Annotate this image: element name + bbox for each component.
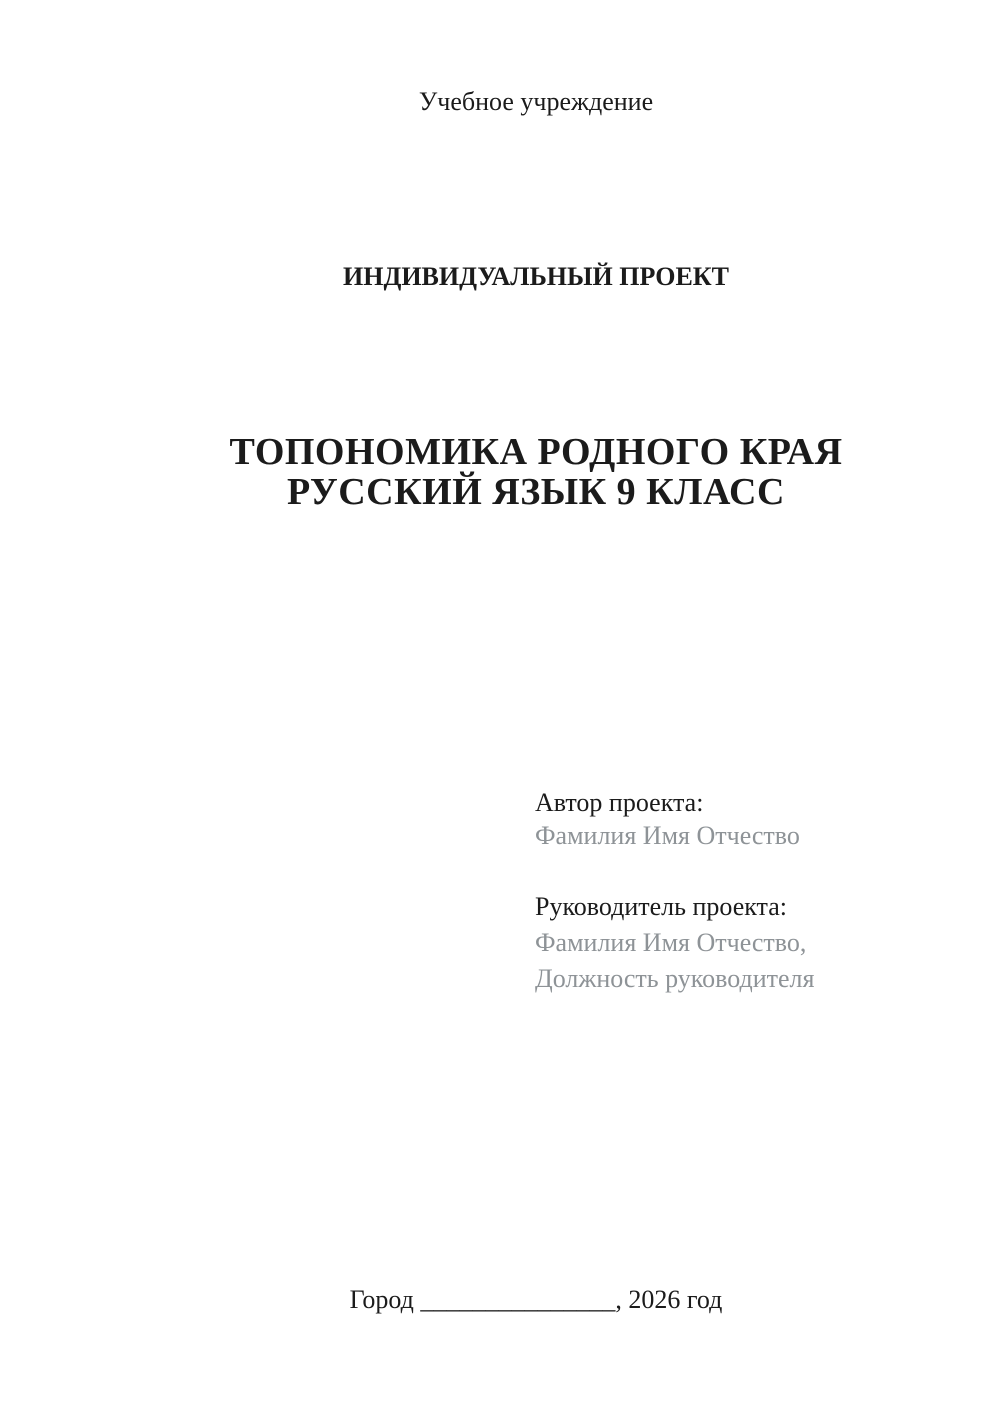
project-title-line-2: РУССКИЙ ЯЗЫК 9 КЛАСС — [287, 471, 785, 513]
supervisor-label: Руководитель проекта: — [535, 892, 788, 921]
project-title-line-1: ТОПОНОМИКА РОДНОГО КРАЯ — [229, 431, 843, 473]
project-title — [143, 432, 929, 512]
author-block — [535, 786, 814, 852]
supervisor-position-placeholder: Должность руководителя — [535, 964, 815, 993]
project-type-heading: ИНДИВИДУАЛЬНЫЙ ПРОЕКТ — [343, 262, 729, 291]
city-year-line: Город _______________, 2026 год — [349, 1285, 723, 1314]
supervisor-name-placeholder: Фамилия Имя Отчество, — [535, 928, 807, 957]
author-name-placeholder: Фамилия Имя Отчество — [535, 821, 800, 850]
credits-section — [535, 786, 814, 997]
author-label: Автор проекта: — [535, 788, 704, 817]
supervisor-block — [535, 889, 814, 997]
institution-name: Учебное учреждение — [418, 87, 654, 116]
